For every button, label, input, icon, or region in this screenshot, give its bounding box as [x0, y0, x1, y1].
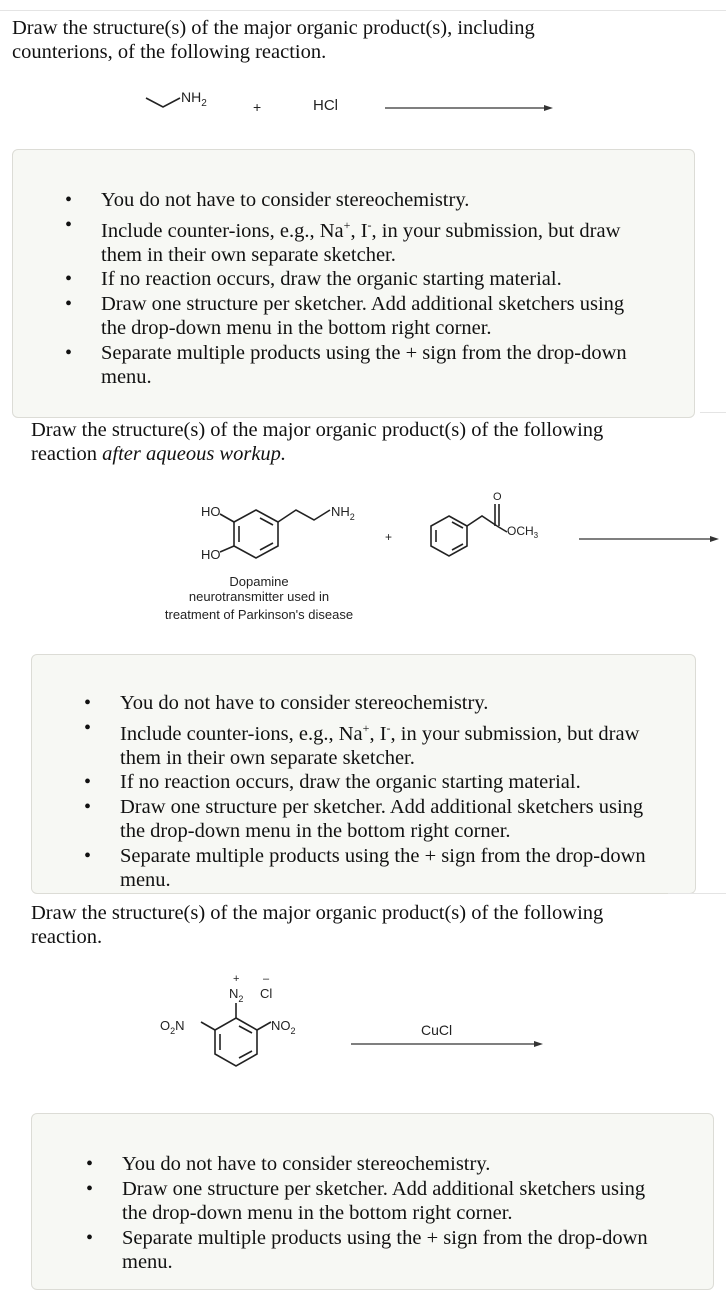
- q1-instruction-text: , I: [350, 219, 368, 242]
- q1-instruction-sup: -: [367, 217, 372, 232]
- q2-instruction-text: , in your submission, but draw: [390, 722, 640, 745]
- q1-instruction-text: If no reaction occurs, draw the organic starting material.: [101, 268, 562, 291]
- q3-instruction-item: [86, 1152, 713, 1177]
- q1-instruction-item: [65, 213, 694, 268]
- q1-instruction-sup: +: [343, 217, 351, 232]
- q1-prompt-line-2: counterions, of the following reaction.: [12, 41, 327, 63]
- q2-instruction-text: menu.: [120, 869, 171, 892]
- q2-instruction-text: If no reaction occurs, draw the organic starting material.: [120, 771, 581, 794]
- q3-reaction-arrowhead: [534, 1041, 543, 1047]
- q2-prompt: [31, 418, 711, 466]
- q3-instruction-text: You do not have to consider stereochemistry.: [122, 1153, 491, 1175]
- q1-reagent-hcl: HCl: [313, 97, 338, 114]
- q3-prompt: [31, 901, 711, 949]
- q2-prompt-line-2: [31, 442, 711, 466]
- q1-reaction-scheme: [0, 80, 726, 130]
- dopamine-caption-line-1: Dopamine: [229, 574, 289, 589]
- q2-instruction-text: the drop-down menu in the bottom right corner.: [120, 820, 511, 843]
- q1-instruction-text: , in your submission, but draw: [371, 219, 621, 242]
- q2-instruction-item: [84, 795, 695, 844]
- q3-reagent-cucl: CuCl: [421, 1022, 453, 1038]
- nitro-group-right: $NO_2$: [271, 1018, 296, 1036]
- q2-instruction-text: , I: [369, 722, 387, 745]
- q2-instruction-text: You do not have to consider stereochemistry.: [120, 692, 489, 714]
- chloride-cl: Cl: [260, 986, 273, 1001]
- diazonium-n2: $N_2$: [229, 986, 244, 1004]
- q1-plus-sign: +: [253, 99, 262, 115]
- ester-carbonyl-o: O: [493, 491, 502, 503]
- dopamine-structure: [220, 510, 330, 558]
- nitro-group-left: $O_2N$: [160, 1018, 185, 1036]
- q1-instruction-text: You do not have to consider stereochemistry.: [101, 189, 470, 211]
- q2-instruction-text: Separate multiple products using the + sign from the drop-down: [120, 844, 646, 867]
- q3-prompt-line-2: reaction.: [31, 926, 103, 948]
- propylamine-skeleton: [146, 98, 180, 107]
- q1-instruction-text: Separate multiple products using the + sign from the drop-down: [101, 341, 627, 364]
- top-divider: [0, 10, 726, 11]
- dinitrophenyl-ring: [201, 1003, 271, 1066]
- q2-prompt-italic: after aqueous workup.: [102, 443, 287, 465]
- q1-instruction-text: Include counter-ions, e.g., Na: [101, 219, 344, 242]
- q2-instruction-text: Include counter-ions, e.g., Na: [120, 722, 363, 745]
- q2-instruction-item: [84, 716, 695, 771]
- q1-instruction-text: the drop-down menu in the bottom right corner.: [101, 317, 492, 340]
- q2-instruction-text: Draw one structure per sketcher. Add additional sketchers using: [120, 795, 644, 818]
- q1-instruction-item: [65, 188, 694, 213]
- q3-instruction-item: [86, 1177, 713, 1226]
- q2-instruction-item: [84, 770, 695, 795]
- q1-nh2-label: $NH_2$: [181, 89, 207, 109]
- q3-reaction-scheme: [0, 968, 726, 1088]
- dopamine-caption-line-3: treatment of Parkinson's disease: [164, 607, 354, 622]
- q1-reaction-arrowhead: [544, 105, 553, 111]
- q3-instructions-list: [32, 1114, 713, 1275]
- q3-instruction-text: Separate multiple products using the + sign from the drop-down: [122, 1226, 648, 1249]
- dopamine-ho-bottom: HO: [201, 547, 221, 562]
- q1-instruction-text: them in their own separate sketcher.: [101, 243, 396, 266]
- q2-instruction-item: [84, 844, 695, 893]
- q1-instruction-item: [65, 267, 694, 292]
- q3-instructions-panel: [31, 1113, 714, 1290]
- q2-divider: [700, 412, 726, 413]
- methyl-phenylacetate-structure: [431, 504, 507, 556]
- q2-instruction-item: [84, 691, 695, 716]
- diazonium-plus-charge: +: [233, 973, 240, 985]
- q1-instructions-panel: [12, 149, 695, 418]
- q3-instruction-item: [86, 1226, 713, 1275]
- q2-prompt-text: reaction: [31, 443, 103, 465]
- q2-plus-sign: +: [385, 530, 393, 544]
- q1-prompt-line-1: Draw the structure(s) of the major organic product(s), including: [12, 17, 535, 39]
- q2-instructions-panel: [31, 654, 696, 894]
- q1-instructions-list: [13, 150, 694, 390]
- dopamine-nh2: $NH_2$: [331, 504, 355, 522]
- q1-instruction-item: [65, 292, 694, 341]
- q3-instruction-text: menu.: [122, 1251, 173, 1273]
- q2-instruction-sup: -: [386, 720, 391, 735]
- q3-instruction-text: Draw one structure per sketcher. Add additional sketchers using: [122, 1177, 646, 1200]
- q3-prompt-line-1: Draw the structure(s) of the major organic product(s) of the following: [31, 902, 604, 924]
- q2-reaction-scheme: [0, 488, 726, 638]
- dopamine-ho-top: HO: [201, 504, 221, 519]
- dopamine-caption-line-2: neurotransmitter used in: [188, 589, 330, 604]
- chloride-minus-charge: –: [263, 973, 270, 985]
- q2-instruction-sup: +: [362, 720, 370, 735]
- q1-instruction-item: [65, 341, 694, 390]
- q1-instruction-text: Draw one structure per sketcher. Add additional sketchers using: [101, 292, 625, 315]
- q2-reaction-arrowhead: [710, 536, 719, 542]
- q2-prompt-line-1: Draw the structure(s) of the major organic product(s) of the following: [31, 419, 604, 441]
- q1-instruction-text: menu.: [101, 366, 152, 389]
- q3-instruction-text: the drop-down menu in the bottom right corner.: [122, 1202, 513, 1224]
- q3-divider: [668, 893, 726, 894]
- q2-instructions-list: [32, 655, 695, 893]
- ester-och3: $OCH_3$: [507, 524, 539, 540]
- q2-instruction-text: them in their own separate sketcher.: [120, 746, 415, 769]
- q1-prompt: [12, 16, 712, 64]
